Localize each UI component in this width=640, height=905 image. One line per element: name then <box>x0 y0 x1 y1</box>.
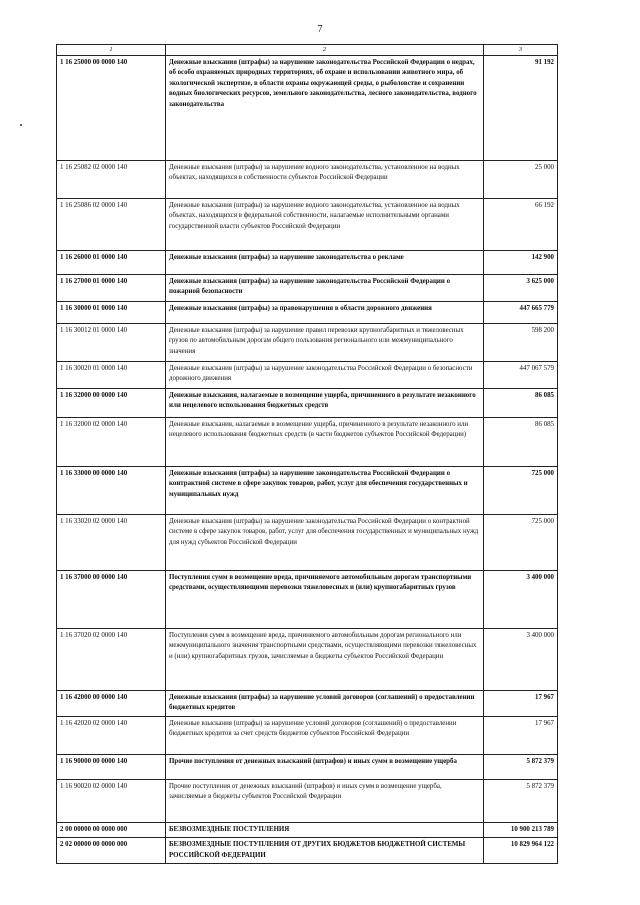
row-amount: 3 400 000 <box>484 629 558 691</box>
table-row <box>57 324 558 362</box>
row-code: 1 16 37020 02 0000 140 <box>57 629 166 691</box>
row-code: 1 16 25082 02 0000 140 <box>57 161 166 199</box>
table-row <box>57 822 558 837</box>
row-code: 1 16 42020 02 0000 140 <box>57 716 166 754</box>
row-code: 1 16 30012 01 0000 140 <box>57 324 166 362</box>
row-amount: 91 192 <box>484 56 558 161</box>
row-name: Денежные взыскания (штрафы) за нарушение законодательства Российской Федерации о пожарной безопасности <box>166 275 484 302</box>
row-code: 1 16 27000 01 0000 140 <box>57 275 166 302</box>
row-amount: 598 200 <box>484 324 558 362</box>
header-col-3: 3 <box>484 45 558 56</box>
row-amount: 142 900 <box>484 251 558 275</box>
table-row <box>57 302 558 324</box>
row-amount: 3 625 000 <box>484 275 558 302</box>
row-name: Денежные взыскания (штрафы) за нарушение законодательства Российской Федерации о контрактной системе в сфере закупок товаров, работ, услуг для обеспечения государственных и муниципальных нужд <box>166 467 484 515</box>
table-row <box>57 629 558 691</box>
row-amount: 447 067 579 <box>484 362 558 389</box>
row-name: Денежные взыскания (штрафы) за нарушение законодательства Российской Федерации о недрах, об особо охраняемых природных территориях, об охране и использовании животного мира, об экологической экспертизе, в области охраны окружающей среды, о рыболовстве и сохранении водных биологических ресурсов, земельного законодательства, лесного законодательства, водного законодательства <box>166 56 484 161</box>
row-amount: 86 085 <box>484 418 558 467</box>
table-row <box>57 56 558 161</box>
table-row <box>57 275 558 302</box>
table-row <box>57 418 558 467</box>
table-header-row <box>57 45 558 56</box>
table-row <box>57 389 558 418</box>
row-amount: 10 829 964 122 <box>484 838 558 864</box>
row-name: Поступления сумм в возмещение вреда, причиняемого автомобильным дорогам транспортными средствами, осуществляющими перевозки тяжеловесных и (или) крупногабаритных грузов <box>166 571 484 629</box>
row-name: БЕЗВОЗМЕЗДНЫЕ ПОСТУПЛЕНИЯ ОТ ДРУГИХ БЮДЖЕТОВ БЮДЖЕТНОЙ СИСТЕМЫ РОССИЙСКОЙ ФЕДЕРАЦИИ <box>166 838 484 864</box>
row-code: 1 16 37000 00 0000 140 <box>57 571 166 629</box>
row-code: 1 16 33020 02 0000 140 <box>57 515 166 571</box>
row-code: 1 16 90020 02 0000 140 <box>57 779 166 822</box>
row-amount: 17 967 <box>484 716 558 754</box>
row-code: 1 16 90000 00 0000 140 <box>57 754 166 779</box>
row-code: 1 16 30000 01 0000 140 <box>57 302 166 324</box>
table-row <box>57 716 558 754</box>
row-name: БЕЗВОЗМЕЗДНЫЕ ПОСТУПЛЕНИЯ <box>166 822 484 837</box>
table-row <box>57 362 558 389</box>
row-name: Денежные взыскания (штрафы) за нарушение законодательства о рекламе <box>166 251 484 275</box>
row-amount: 725 000 <box>484 467 558 515</box>
row-name: Денежные взыскания (штрафы) за нарушение водного законодательства, установленное на водных объектах, находящихся в федеральной собственности, налагаемые исполнительными органами государственной власти субъектов Российской Федерации <box>166 199 484 251</box>
table-row <box>57 691 558 717</box>
revenue-table <box>56 44 558 864</box>
row-code: 2 02 00000 00 0000 000 <box>57 838 166 864</box>
row-name: Денежные взыскания (штрафы) за нарушение законодательства Российской Федерации о контрактной системе в сфере закупок товаров, работ, услуг для обеспечения государственных и муниципальных нужд для нужд субъектов Российской Федерации <box>166 515 484 571</box>
row-amount: 66 192 <box>484 199 558 251</box>
table-row <box>57 251 558 275</box>
row-amount: 3 400 000 <box>484 571 558 629</box>
row-name: Денежные взыскания, налагаемые в возмещение ущерба, причиненного в результате незаконного или нецелевого использования бюджетных средств (в части бюджетов субъектов Российской Федерации) <box>166 418 484 467</box>
row-name: Денежные взыскания, налагаемые в возмещение ущерба, причиненного в результате незаконного или нецелевого использования бюджетных средств <box>166 389 484 418</box>
page-number: 7 <box>317 24 323 35</box>
row-name: Прочие поступления от денежных взысканий (штрафов) и иных сумм в возмещение ущерба <box>166 754 484 779</box>
table-row <box>57 779 558 822</box>
table-row <box>57 838 558 864</box>
row-amount: 447 665 779 <box>484 302 558 324</box>
row-code: 1 16 25086 02 0000 140 <box>57 199 166 251</box>
row-amount: 10 900 213 789 <box>484 822 558 837</box>
row-amount: 5 872 379 <box>484 754 558 779</box>
row-code: 1 16 25000 00 0000 140 <box>57 56 166 161</box>
row-name: Денежные взыскания (штрафы) за нарушение условий договоров (соглашений) о предоставлении бюджетных кредитов за счет средств бюджетов субъектов Российской Федерации <box>166 716 484 754</box>
table-row <box>57 754 558 779</box>
row-amount: 5 872 379 <box>484 779 558 822</box>
table-row <box>57 515 558 571</box>
row-amount: 17 967 <box>484 691 558 717</box>
row-name: Денежные взыскания (штрафы) за нарушение водного законодательства, установленное на водных объектах, находящихся в собственности субъектов Российской Федерации <box>166 161 484 199</box>
row-code: 1 16 26000 01 0000 140 <box>57 251 166 275</box>
row-code: 1 16 42000 00 0000 140 <box>57 691 166 717</box>
row-name: Денежные взыскания (штрафы) за нарушение законодательства Российской Федерации о безопасности дорожного движения <box>166 362 484 389</box>
row-code: 1 16 33000 00 0000 140 <box>57 467 166 515</box>
row-amount: 725 000 <box>484 515 558 571</box>
header-col-2: 2 <box>166 45 484 56</box>
table-row <box>57 199 558 251</box>
row-code: 1 16 30020 01 0000 140 <box>57 362 166 389</box>
row-code: 1 16 32000 02 0000 140 <box>57 418 166 467</box>
scan-speck <box>20 124 22 126</box>
table-row <box>57 467 558 515</box>
row-name: Денежные взыскания (штрафы) за правонарушения в области дорожного движения <box>166 302 484 324</box>
row-name: Прочие поступления от денежных взысканий (штрафов) и иных сумм в возмещение ущерба, зачисляемые в бюджеты субъектов Российской Федерации <box>166 779 484 822</box>
row-name: Поступления сумм в возмещение вреда, причиняемого автомобильным дорогам регионального или межмуниципального значения транспортными средствами, осуществляющими перевозки тяжеловесных и (или) крупногабаритных грузов, зачисляемые в бюджеты субъектов Российской Федерации <box>166 629 484 691</box>
header-col-1: 1 <box>57 45 166 56</box>
row-amount: 25 000 <box>484 161 558 199</box>
row-code: 1 16 32000 00 0000 140 <box>57 389 166 418</box>
row-name: Денежные взыскания (штрафы) за нарушение правил перевозки крупногабаритных и тяжеловесных грузов по автомобильным дорогам общего пользования регионального или межмуниципального значения <box>166 324 484 362</box>
row-name: Денежные взыскания (штрафы) за нарушение условий договоров (соглашений) о предоставлении бюджетных кредитов <box>166 691 484 717</box>
row-amount: 86 085 <box>484 389 558 418</box>
table-row <box>57 571 558 629</box>
table-row <box>57 161 558 199</box>
row-code: 2 00 00000 00 0000 000 <box>57 822 166 837</box>
